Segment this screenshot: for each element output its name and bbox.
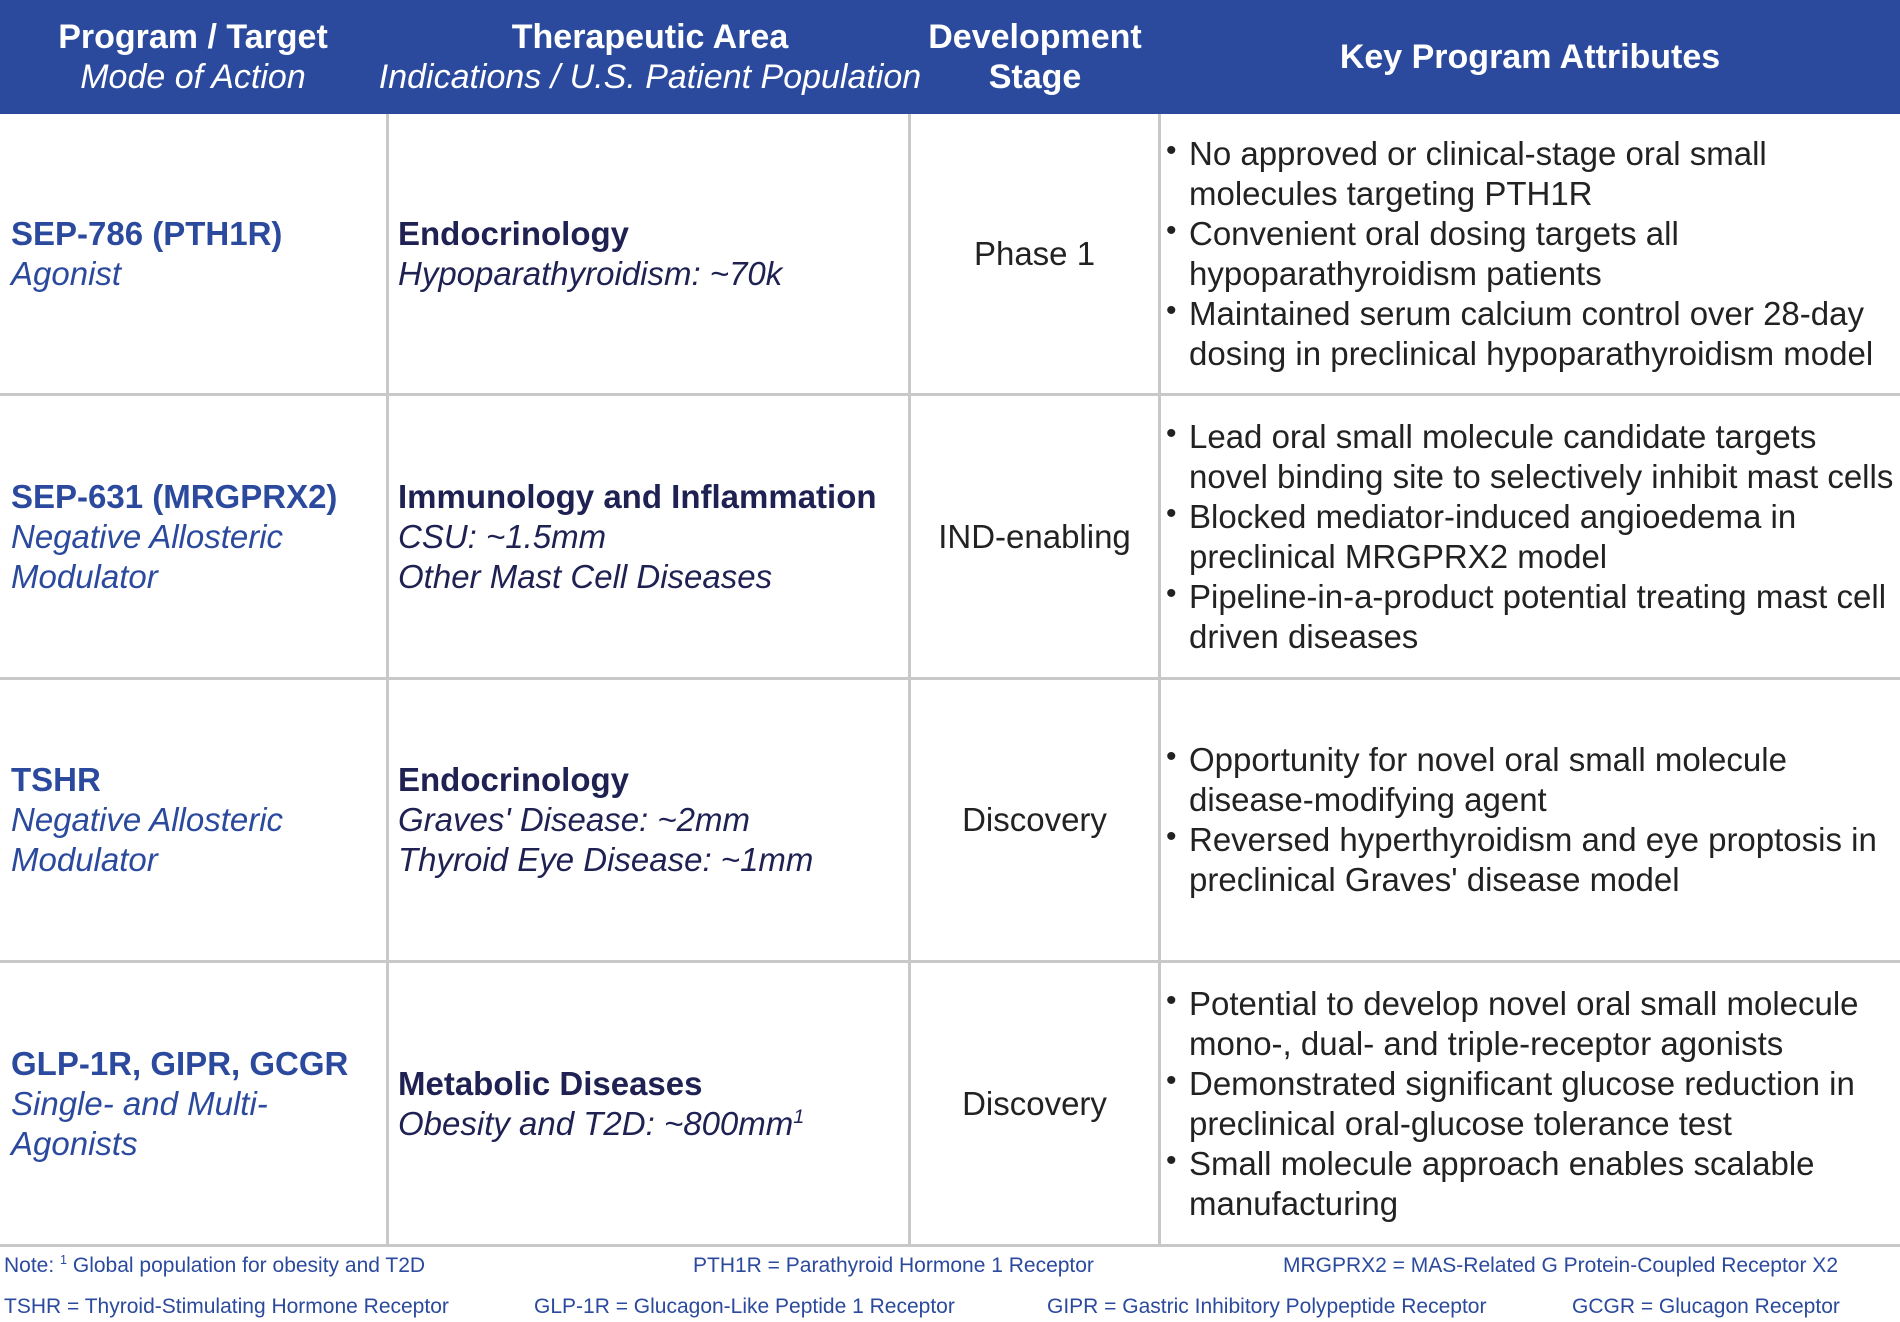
attribute-bullet — [1166, 1064, 1896, 1144]
program-cell — [11, 114, 381, 393]
attribute-line: dosing in preclinical hypoparathyroidism model — [1189, 334, 1874, 372]
mode-of-action: Negative Allosteric — [11, 517, 284, 555]
attribute-bullet — [1166, 214, 1896, 294]
attribute-line: • Potential to develop novel oral small molecule — [1189, 984, 1859, 1022]
attributes-cell — [1166, 680, 1896, 960]
header-stage-line1: Development — [928, 18, 1142, 56]
column-divider — [1158, 114, 1161, 1246]
attribute-line: • Reversed hyperthyroidism and eye proptosis in — [1189, 821, 1877, 858]
attribute-bullet — [1166, 134, 1896, 214]
program-name: SEP-786 (PTH1R) — [11, 214, 283, 252]
program-cell — [11, 680, 381, 960]
attributes-cell — [1166, 396, 1896, 677]
area-cell — [398, 396, 903, 677]
footnote-gcgr: GCGR = Glucagon Receptor — [1572, 1295, 1840, 1318]
therapeutic-area: Endocrinology — [398, 761, 629, 798]
header-program-subtitle: Mode of Action — [80, 58, 306, 96]
attribute-line: mono-, dual- and triple-receptor agonists — [1189, 1024, 1784, 1062]
indication: Graves' Disease: ~2mm — [398, 801, 750, 838]
footnote-pth1r: PTH1R = Parathyroid Hormone 1 Receptor — [693, 1254, 1094, 1277]
header-area-title: Therapeutic Area — [511, 18, 789, 56]
area-cell — [398, 680, 903, 960]
stage-cell — [911, 114, 1158, 393]
attribute-line: • Maintained serum calcium control over 28-day — [1189, 294, 1864, 332]
header-program-title: Program / Target — [58, 18, 328, 56]
header-stage-line2: Stage — [988, 58, 1082, 96]
program-name: GLP-1R, GIPR, GCGR — [11, 1044, 349, 1082]
mode-of-action: Negative Allosteric — [11, 801, 284, 838]
column-divider — [386, 114, 389, 1246]
attribute-bullet — [1166, 820, 1896, 900]
footnote-marker: 1 — [793, 1105, 805, 1128]
indication: Other Mast Cell Diseases — [398, 557, 773, 595]
table-bottom-border — [0, 1244, 1900, 1247]
development-stage: Discovery — [962, 801, 1107, 838]
attribute-line: driven diseases — [1189, 617, 1419, 655]
attribute-line: • Convenient oral dosing targets all — [1189, 214, 1679, 252]
attribute-line: molecules targeting PTH1R — [1189, 174, 1593, 212]
development-stage: Discovery — [962, 1084, 1107, 1122]
attribute-bullet — [1166, 577, 1896, 657]
program-cell — [11, 396, 381, 677]
footnote-prefix: Note: — [4, 1254, 61, 1277]
program-name: SEP-631 (MRGPRX2) — [11, 477, 338, 515]
indication-text: Obesity and T2D: ~800mm — [398, 1104, 794, 1142]
attribute-line: preclinical oral-glucose tolerance test — [1189, 1104, 1732, 1142]
footnote-glp1r: GLP-1R = Glucagon-Like Peptide 1 Receptor — [534, 1295, 955, 1318]
footnote-text: Global population for obesity and T2D — [67, 1254, 426, 1277]
attribute-line: • Pipeline-in-a-product potential treating mast cell — [1189, 577, 1887, 615]
attribute-line: • No approved or clinical-stage oral small — [1189, 134, 1767, 172]
mode-of-action: Modulator — [11, 557, 158, 595]
attribute-bullet — [1166, 984, 1896, 1064]
table-header — [0, 0, 1900, 114]
development-stage: Phase 1 — [973, 234, 1096, 272]
attribute-line: hypoparathyroidism patients — [1189, 254, 1602, 292]
header-stage — [910, 0, 1160, 114]
header-program — [0, 0, 386, 114]
therapeutic-area: Immunology and Inflammation — [398, 477, 877, 515]
stage-cell — [911, 396, 1158, 677]
attribute-bullet — [1166, 417, 1896, 497]
program-name: TSHR — [11, 761, 101, 798]
attribute-line: disease-modifying agent — [1189, 781, 1547, 818]
indication — [398, 1104, 903, 1144]
attribute-bullet — [1166, 294, 1896, 374]
mode-of-action: Agonist — [11, 254, 122, 292]
attribute-line: preclinical Graves' disease model — [1189, 861, 1680, 898]
header-attributes — [1160, 0, 1900, 114]
stage-cell — [911, 963, 1158, 1244]
header-area-subtitle: Indications / U.S. Patient Population — [378, 58, 922, 96]
header-area — [372, 0, 928, 114]
footnote-gipr: GIPR = Gastric Inhibitory Polypeptide Receptor — [1047, 1295, 1487, 1318]
development-stage: IND-enabling — [938, 517, 1131, 555]
mode-of-action: Modulator — [11, 841, 158, 878]
therapeutic-area: Metabolic Diseases — [398, 1064, 703, 1102]
footnote-marker: 1 — [60, 1253, 68, 1267]
indication: Thyroid Eye Disease: ~1mm — [398, 841, 814, 878]
mode-of-action: Single- and Multi-Agonists — [11, 1084, 268, 1162]
header-attributes-title: Key Program Attributes — [1339, 38, 1721, 76]
stage-cell — [911, 680, 1158, 960]
attribute-line: • Small molecule approach enables scalable — [1189, 1144, 1815, 1182]
attribute-bullet — [1166, 1144, 1896, 1224]
indication: CSU: ~1.5mm — [398, 517, 607, 555]
footnote-mrgprx2: MRGPRX2 = MAS-Related G Protein-Coupled Receptor X2 — [1283, 1254, 1838, 1277]
footnote-note — [4, 1254, 425, 1278]
attribute-line: manufacturing — [1189, 1184, 1399, 1222]
attribute-line: preclinical MRGPRX2 model — [1189, 537, 1608, 575]
attribute-line: • Demonstrated significant glucose reduction in — [1189, 1064, 1855, 1102]
attribute-line: • Blocked mediator-induced angioedema in — [1189, 497, 1797, 535]
footnote-tshr: TSHR = Thyroid-Stimulating Hormone Receptor — [4, 1295, 449, 1318]
attribute-line: • Opportunity for novel oral small molecule — [1189, 741, 1787, 778]
attribute-bullet — [1166, 740, 1896, 820]
area-cell — [398, 114, 903, 393]
attribute-line: • Lead oral small molecule candidate targets — [1189, 417, 1817, 455]
attribute-bullet — [1166, 497, 1896, 577]
therapeutic-area: Endocrinology — [398, 214, 629, 252]
indication: Hypoparathyroidism: ~70k — [398, 254, 783, 292]
program-cell — [11, 963, 386, 1244]
area-cell — [398, 963, 903, 1244]
attribute-line: novel binding site to selectively inhibit mast cells — [1189, 457, 1894, 495]
attributes-cell — [1166, 114, 1896, 393]
attributes-cell — [1166, 963, 1896, 1244]
